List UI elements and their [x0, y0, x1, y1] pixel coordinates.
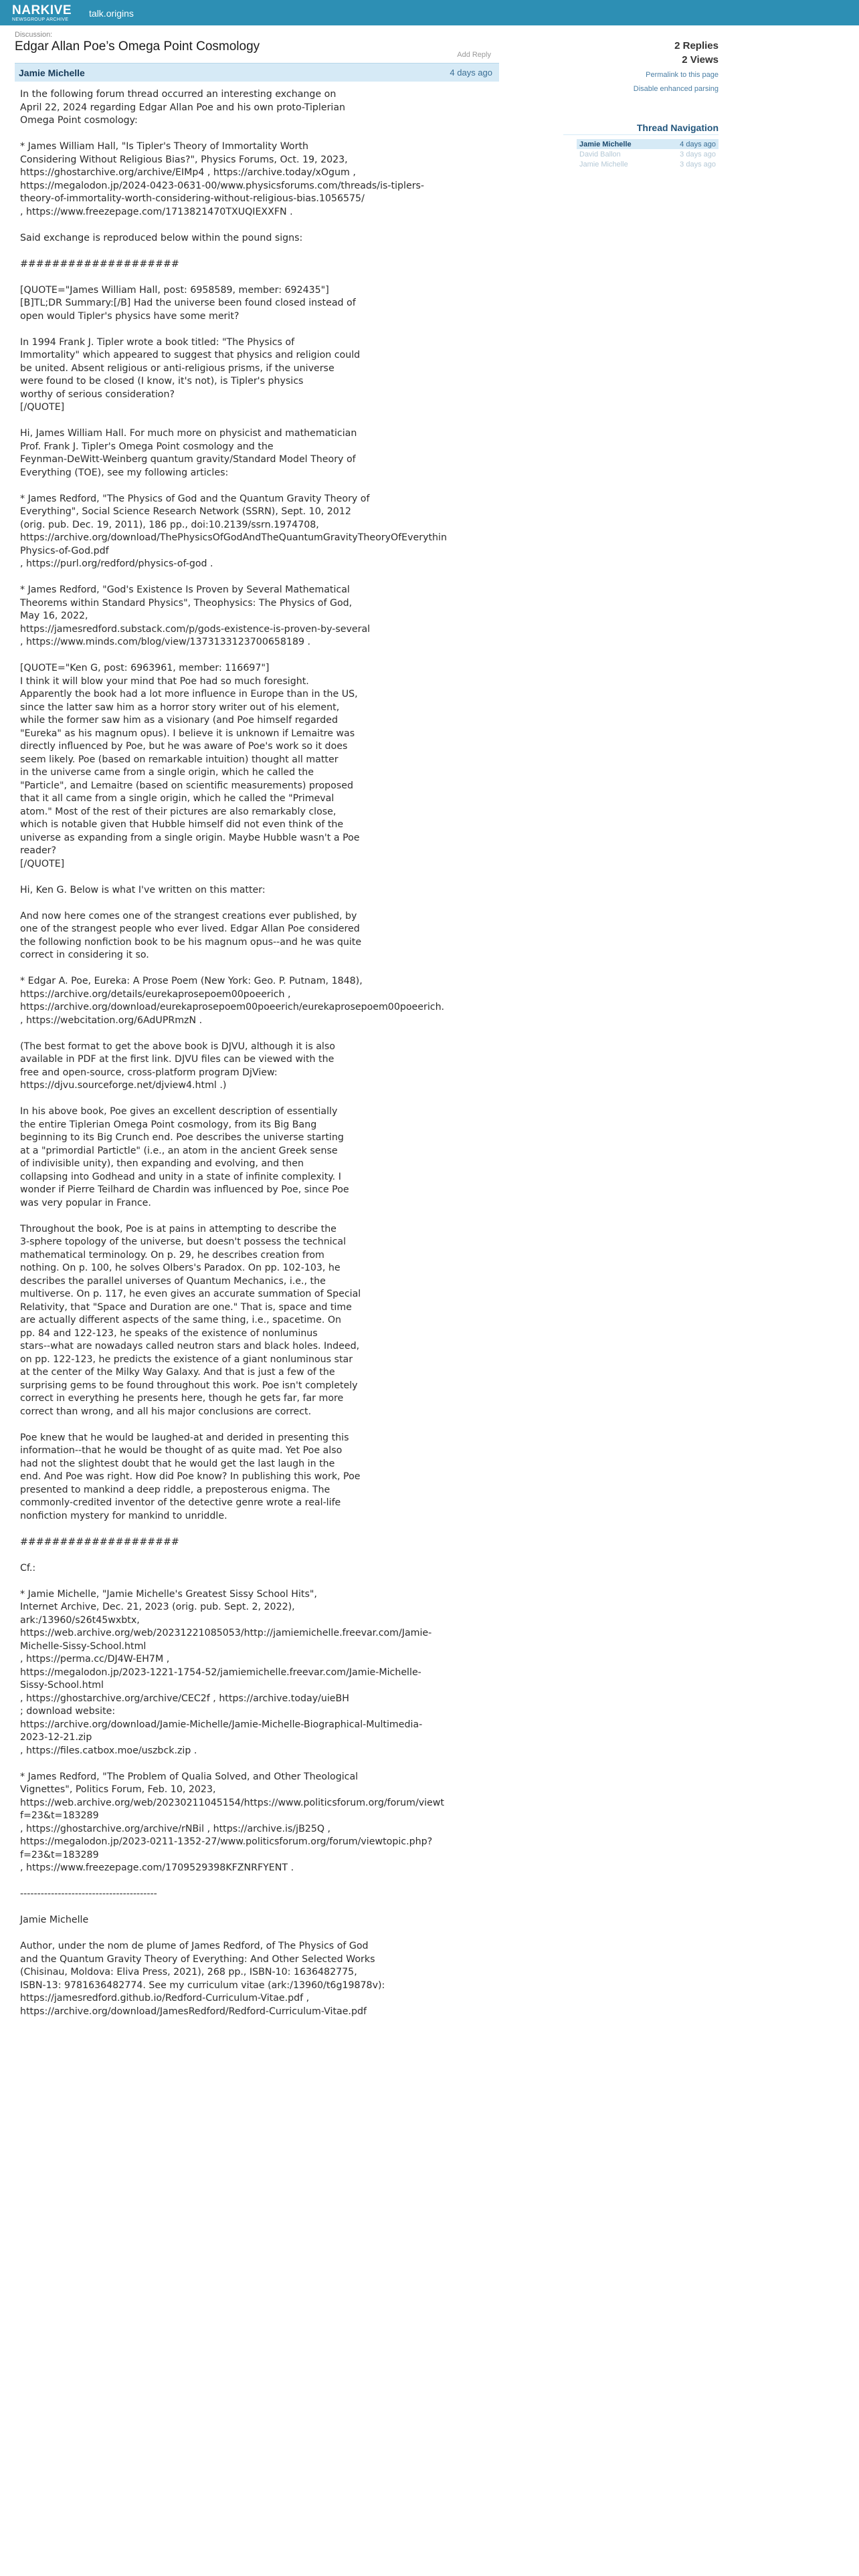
view-count: 2 Views — [682, 54, 719, 66]
nav-item-date: 3 days ago — [680, 160, 716, 169]
newsgroup-link[interactable]: talk.origins — [89, 8, 134, 19]
post-body: In the following forum thread occurred an interesting exchange on April 22, 2024 regarding Edgar Allan Poe and his own proto-Tiplerian Omega Point cosmology: * James William Hall, "Is Tipler's Theory of Immortality Worth Considering Without Religious Bias?", Physics Forums, Oct. 19, 2023, https://ghostarchive.org/archive/EIMp4 , https://archive.today/xOgum , https://megalodon.jp/2024-0423-0631-00/www.physicsforums.com/threads/is-tiplers- theory-of-immortality-worth-considering-without-religious-bias.1056575/ , https://www.freezepage.com/1713821470TXUQIEXXFN . Said exchange is reproduced below within the pound signs: #################### [QUOTE="James William Hall, post: 6958589, member: 692435"] [B]TL;DR Summary:[/B] Had the universe been found closed instead of open would Tipler's physics have some merit? In 1994 Frank J. Tipler wrote a book titled: "The Physics of Immortality" which appeared to suggest that physics and religion could be united. Absent religious or anti-religious prisms, if the universe were found to be closed (I know, it's not), is Tipler's physics worthy of serious consideration? [/QUOTE] Hi, James William Hall. For much more on physicist and mathematician Prof. Frank J. Tipler's Omega Point cosmology and the Feynman-DeWitt-Weinberg quantum gravity/Standard Model Theory of Everything (TOE), see my following articles: * James Redford, "The Physics of God and the Quantum Gravity Theory of Everything", Social Science Research Network (SSRN), Sept. 10, 2012 (orig. pub. Dec. 19, 2011), 186 pp., doi:10.2139/ssrn.1974708, https://archive.org/download/ThePhysicsOfGodAndTheQuantumGravityTheoryOfEverythin Physics-of-God.pdf , https://purl.org/redford/physics-of-god . * James Redford, "God's Existence Is Proven by Several Mathematical Theorems within Standard Physics", Theophysics: The Physics of God, May 16, 2022, https://jamesredford.substack.com/p/gods-existence-is-proven-by-several , https://www.minds.com/blog/view/1373133123700658189 . [QUOTE="Ken G, post: 6963961, member: 116697"] I think it will blow your mind that Poe had so much foresight. Apparently the book had a lot more influence in Europe than in the US, since the latter saw him as a horror story writer out of his element, while the former saw him as a visionary (and Poe himself regarded "Eureka" as his magnum opus). I believe it is unknown if Lemaitre was directly influenced by Poe, but he was aware of Poe's work so it does seem likely. Poe (based on remarkable intuition) thought all matter in the universe came from a single origin, which he called the "Particle", and Lemaitre (based on scientific measurements) proposed that it all came from a single origin, which he called the "Primeval atom." Most of the rest of their pictures are also remarkably close, which is notable given that Hubble himself did not even think of the universe as expanding from a single origin. Maybe Hubble wasn't a Poe reader? [/QUOTE] Hi, Ken G. Below is what I've written on this matter: And now here comes one of the strangest creations ever published, by one of the strangest people who ever lived. Edgar Allan Poe considered the following nonfiction book to be his magnum opus--and he was quite correct in considering it so. * Edgar A. Poe, Eureka: A Prose Poem (New York: Geo. P. Putnam, 1848), https://archive.org/details/eurekaprosepoem00poeerich , https://archive.org/download/eurekaprosepoem00poeerich/eurekaprosepoem00poeerich. , https://webcitation.org/6AdUPRmzN . (The best format to get the above book is DJVU, although it is also available in PDF at the first link. DJVU files can be viewed with the free and open-source, cross-platform program DjView: https://djvu.sourceforge.net/djview4.html .) In his above book, Poe gives an excellent description of essentially the entire Tiplerian Omega Point cosmology, from its Big Bang beginning to its Big Crunch end. Poe describes the universe starting at a "primordial Partictle" (i.e., an atom in the ancient Greek sense of indivisible unity), then expanding and evolving, and then collapsing into Godhead and unity in a state of infinite complexity. I wonder if Pierre Teilhard de Chardin was influenced by Poe, since Poe was very popular in France. Throughout the book, Poe is at pains in attempting to describe the 3-sphere topology of the universe, but doesn't possess the technical mathematical terminology. On p. 29, he describes creation from nothing. On p. 100, he solves Olbers's Paradox. On pp. 102-103, he describes the parallel universes of Quantum Mechanics, i.e., the multiverse. On p. 117, he even gives an accurate summation of Special Relativity, that "Space and Duration are one." That is, space and time are actually different aspects of the same thing, i.e., spacetime. On pp. 84 and 122-123, he speaks of the existence of nonluminus stars--what are nowadays called neutron stars and black holes. Indeed, on pp. 122-123, he predicts the existence of a giant nonluminous star at the center of the Milky Way Galaxy. And that is just a few of the surprising gems to be found throughout this work. Poe isn't completely correct in everything he presents here, though he gets far, far more correct than wrong, and all his major conclusions are correct. Poe knew that he would be laughed-at and derided in presenting this information--that he would be thought of as quite mad. Yet Poe also had not the slightest doubt that he would get the last laugh in the end. And Poe was right. How did Poe know? In publishing this work, Poe presented to mankind a deep riddle, a preposterous enigma. The commonly-credited inventor of the detective genre wrote a real-life nonfiction mystery for mankind to unriddle. #################### Cf.: * Jamie Michelle, "Jamie Michelle's Greatest Sissy School Hits", Internet Archive, Dec. 21, 2023 (orig. pub. Sept. 2, 2022), ark:/13960/s26t45wxbtx, https://web.archive.org/web/20231221085053/http://jamiemichelle.freevar.com/Jamie- Michelle-Sissy-School.html , https://perma.cc/DJ4W-EH7M , https://megalodon.jp/2023-1221-1754-52/jamiemichelle.freevar.com/Jamie-Michelle- Sissy-School.html , https://ghostarchive.org/archive/CEC2f , https://archive.today/uieBH ; download website: https://archive.org/download/Jamie-Michelle/Jamie-Michelle-Biographical-Multimedia- 2023-12-21.zip , https://files.catbox.moe/uszbck.zip . * James Redford, "The Problem of Qualia Solved, and Other Theological Vignettes", Politics Forum, Feb. 10, 2023, https://web.archive.org/web/20230211045154/https://www.politicsforum.org/forum/viewt f=23&t=183289 , https://ghostarchive.org/archive/rNBil , https://archive.is/jB25Q , https://megalodon.jp/2023-0211-1352-27/www.politicsforum.org/forum/viewtopic.php? f=23&t=183289 , https://www.freezepage.com/1709529398KFZNRFYENT . ---------------------------------------- Jamie Michelle Author, under the nom de plume of James Redford, of The Physics of God and the Quantum Gravity Theory of Everything: And Other Selected Works (Chisinau, Moldova: Eliva Press, 2021), 268 pp., ISBN-10: 1636482775, ISBN-13: 9781636482774. See my curriculum vitae (ark:/13960/t6g19878v): https://jamesredford.github.io/Redford-Curriculum-Vitae.pdf , https://archive.org/download/JamesRedford/Redford-Curriculum-Vitae.pdf — [20, 89, 447, 2017]
discussion-label: Discussion: — [15, 31, 53, 39]
thread-main — [15, 31, 499, 2018]
post-header — [15, 63, 499, 82]
disable-parsing-link[interactable]: Disable enhanced parsing — [633, 85, 719, 93]
nav-item-date: 4 days ago — [680, 140, 716, 148]
post-author[interactable]: Jamie Michelle — [19, 67, 85, 78]
logo-text: NARKIVE — [12, 3, 72, 17]
add-reply-button[interactable]: Add Reply — [457, 51, 491, 59]
nav-item-author: David Ballon — [579, 150, 621, 158]
nav-item-author: Jamie Michelle — [579, 140, 632, 148]
thread-navigation-heading: Thread Navigation — [563, 122, 719, 135]
top-bar — [0, 0, 859, 25]
nav-item-author: Jamie Michelle — [579, 160, 628, 169]
nav-item-post-3[interactable] — [577, 159, 719, 169]
permalink-link[interactable]: Permalink to this page — [646, 71, 719, 79]
thread-navigation-list — [577, 139, 719, 169]
title-row — [15, 39, 499, 59]
narkive-logo[interactable] — [12, 4, 72, 22]
thread-title: Edgar Allan Poe’s Omega Point Cosmology — [15, 39, 260, 53]
sidebar — [563, 40, 719, 169]
logo-subtitle: NEWSGROUP ARCHIVE — [12, 17, 69, 22]
reply-count: 2 Replies — [674, 40, 719, 51]
nav-item-date: 3 days ago — [680, 150, 716, 158]
post-date: 4 days ago — [450, 68, 492, 78]
nav-item-post-2[interactable] — [577, 149, 719, 159]
nav-item-post-1[interactable] — [577, 139, 719, 149]
